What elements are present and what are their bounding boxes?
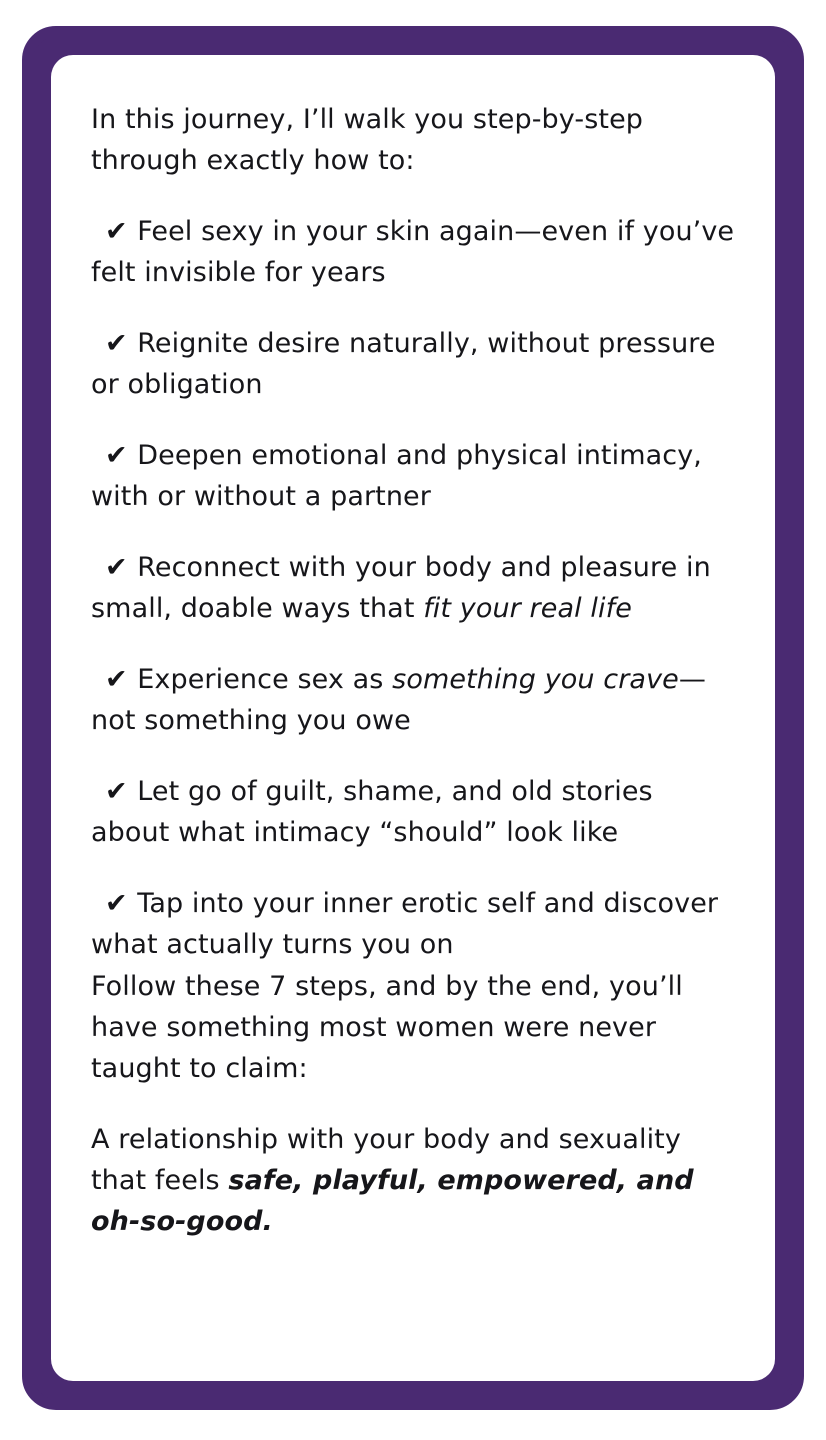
benefit-item [91,323,735,405]
benefit-text: Reignite desire naturally, without pressure or obligation [91,328,716,401]
benefit-text: Feel sexy in your skin again—even if you’ve felt invisible for years [91,216,735,289]
benefit-text: Experience sex as [137,664,393,696]
final-highlight: safe, playful, empowered, and oh-so-good. [91,1164,694,1237]
closing-paragraph: Follow these 7 steps, and by the end, you’ll have something most women were never taught to claim: [91,970,683,1084]
check-icon: ✔ [105,440,138,472]
check-icon: ✔ [105,328,138,360]
benefit-text: Reconnect with your body and pleasure in small, doable ways that [91,552,711,625]
benefit-text: Tap into your inner erotic self and discover what actually turns you on [91,888,719,961]
benefit-item [91,435,735,517]
benefit-text: —not something you owe [91,664,706,737]
check-icon: ✔ [105,776,138,808]
card-content [51,55,775,1381]
benefit-text: fit your real life [423,593,632,625]
check-icon: ✔ [105,664,138,696]
final-statement [91,1119,735,1242]
benefit-item [91,211,735,293]
check-icon: ✔ [105,552,138,584]
bordered-card [22,26,804,1410]
benefit-text: Let go of guilt, shame, and old stories about what intimacy “should” look like [91,776,653,849]
benefits-list [91,211,735,965]
benefit-text: something you crave [392,664,679,696]
final-lead: A relationship with your body and sexuality that feels [91,1123,681,1196]
intro-paragraph: In this journey, I’ll walk you step-by-step through exactly how to: [91,104,644,177]
benefit-item [91,883,735,965]
check-icon: ✔ [105,216,138,248]
benefit-item [91,771,735,853]
benefit-item [91,659,735,741]
check-icon: ✔ [105,888,138,920]
benefit-text: Deepen emotional and physical intimacy, with or without a partner [91,440,702,513]
benefit-item [91,547,735,629]
